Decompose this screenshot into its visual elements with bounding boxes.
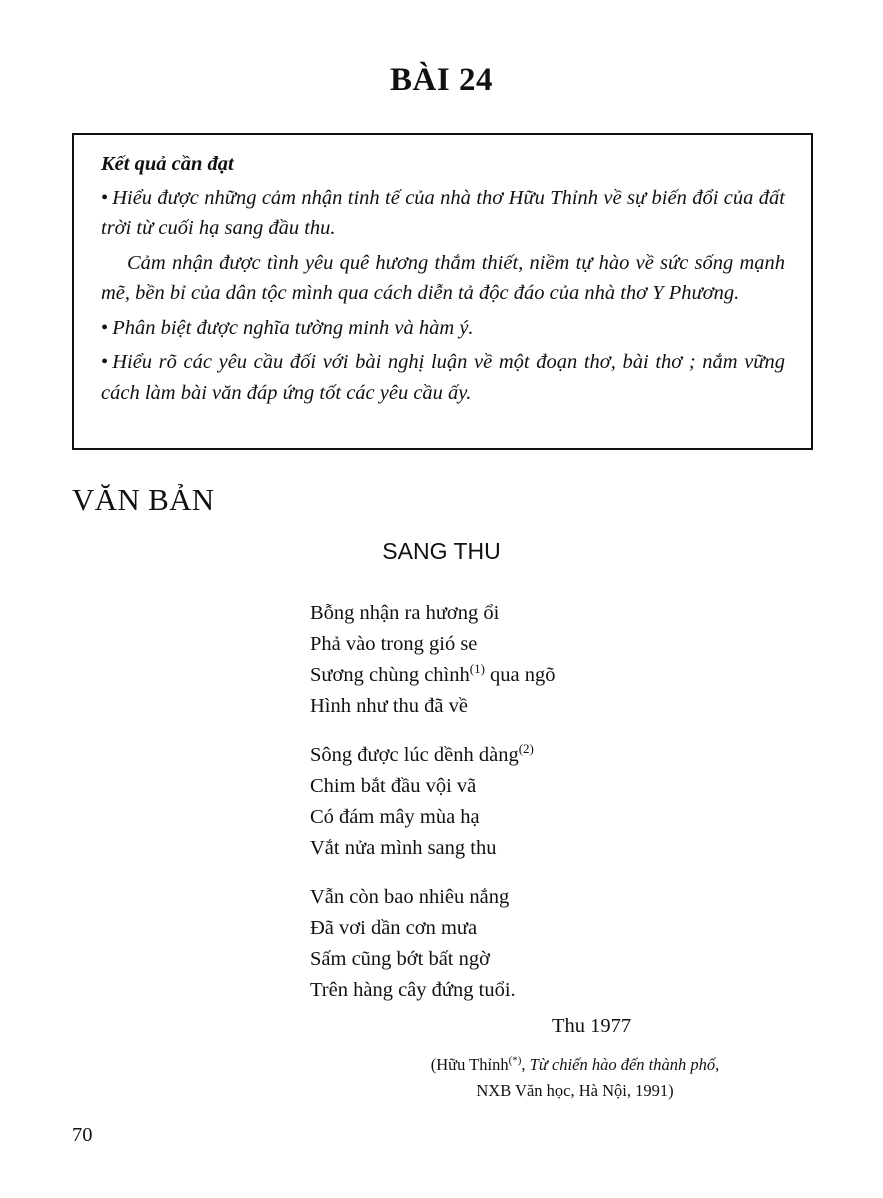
poem-line: Hình như thu đã về	[310, 695, 469, 717]
poem-line: Đã vơi dần cơn mưa	[310, 917, 478, 939]
page-title: BÀI 24	[390, 62, 493, 98]
bullet-icon: •	[101, 351, 109, 373]
poem-stanza-3	[310, 882, 556, 1006]
page-number: 70	[72, 1124, 93, 1146]
poem-line: Chim bắt đầu vội vã	[310, 775, 477, 797]
goal-item-2	[101, 248, 785, 309]
section-heading: VĂN BẢN	[72, 482, 215, 517]
goal-text: Hiểu được những cảm nhận tinh tế của nhà thơ Hữu Thỉnh về sự biến đổi của đất trời từ cuối hạ sang đầu thu.	[101, 186, 785, 239]
poem-stanza-1	[310, 598, 556, 722]
goal-text: Hiểu rõ các yêu cầu đối với bài nghị luận về một đoạn thơ, bài thơ ; nắm vững cách làm bài văn đáp ứng tốt các yêu cầu ấy.	[101, 351, 785, 404]
goal-item-3	[101, 313, 785, 344]
poem-title: SANG THU	[382, 538, 501, 564]
learning-goals-box	[72, 133, 813, 450]
goal-text: Cảm nhận được tình yêu quê hương thắm thiết, niềm tự hào về sức sống mạnh mẽ, bền bỉ của dân tộc mình qua cách diễn tả độc đáo của nhà thơ Y Phương.	[101, 251, 785, 304]
poem-line: Vắt nửa mình sang thu	[310, 837, 497, 859]
poem-line	[310, 660, 556, 691]
goal-item-4	[101, 347, 785, 408]
poem-line-text: qua ngõ	[484, 664, 556, 686]
poem-line: Vẫn còn bao nhiêu nắng	[310, 886, 510, 908]
citation-line-1	[395, 1052, 755, 1078]
footnote-marker: (*)	[508, 1054, 522, 1067]
bullet-icon: •	[101, 316, 109, 339]
poem-line-text: Sông được lúc dềnh dàng	[310, 744, 519, 766]
poem-line: Bỗng nhận ra hương ổi	[310, 602, 500, 624]
poem-line: Sấm cũng bớt bất ngờ	[310, 948, 490, 970]
poem-line	[310, 740, 556, 771]
footnote-marker: (2)	[518, 741, 534, 757]
footnote-marker: (1)	[469, 661, 485, 677]
poem-stanza-2	[310, 740, 556, 864]
goal-item-1	[101, 183, 785, 244]
citation-publisher: NXB Văn học, Hà Nội, 1991)	[476, 1081, 674, 1100]
citation-book-title: Từ chiến hào đến thành phố,	[529, 1055, 720, 1074]
bullet-icon: •	[101, 186, 109, 209]
poem-source-citation	[395, 1052, 755, 1104]
citation-separator: ,	[521, 1055, 530, 1074]
goals-heading: Kết quả cần đạt	[101, 153, 234, 175]
poem-line: Phả vào trong gió se	[310, 633, 478, 655]
poem-line-text: Sương chùng chình	[310, 664, 470, 686]
poem-body	[310, 598, 556, 1024]
citation-author: (Hữu Thỉnh	[430, 1055, 509, 1074]
poem-line: Trên hàng cây đứng tuổi.	[310, 979, 516, 1001]
poem-line: Có đám mây mùa hạ	[310, 806, 480, 828]
poem-date: Thu 1977	[552, 1015, 632, 1037]
goal-text: Phân biệt được nghĩa tường minh và hàm ý.	[112, 316, 474, 339]
